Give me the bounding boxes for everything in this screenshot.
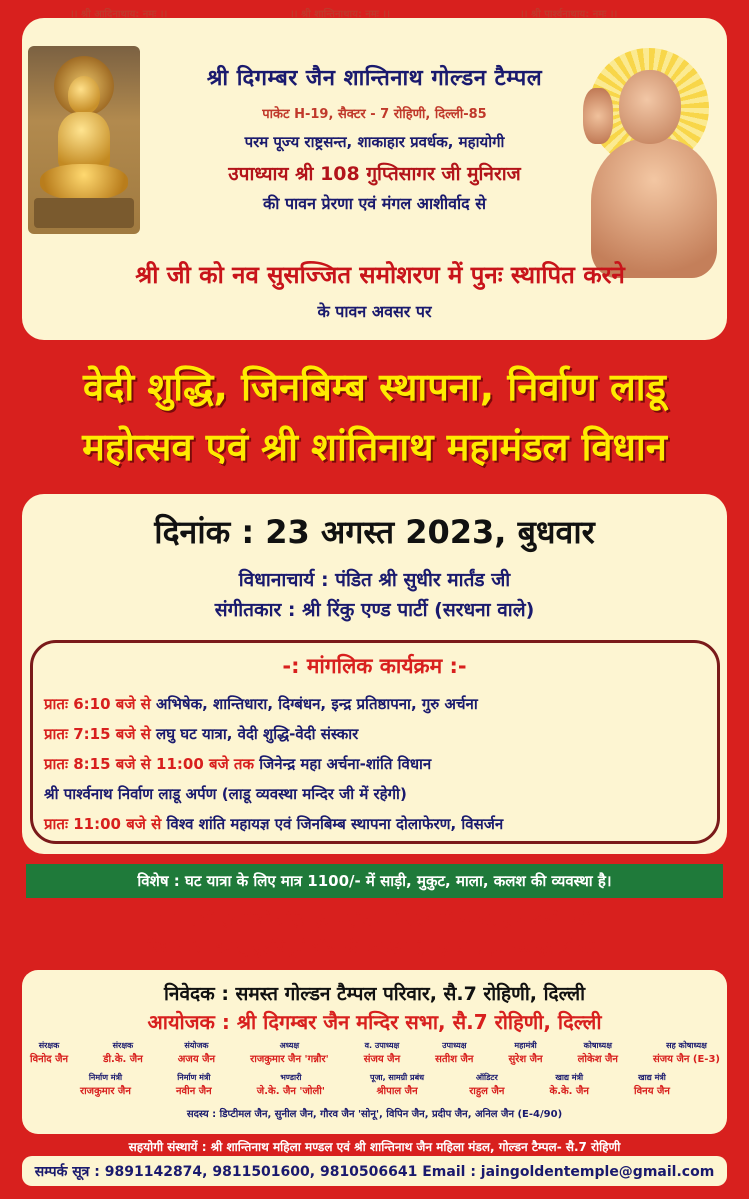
program-desc: लघु घट यात्रा, वेदी शुद्धि-वेदी संस्कार [156, 725, 359, 743]
event-title-line1: वेदी शुद्धि, जिनबिम्ब स्थापना, निर्वाण लाडू [83, 365, 666, 409]
member-name: विनोद जैन [30, 1054, 69, 1065]
member-name: राहुल जैन [469, 1086, 505, 1097]
program-time: प्रातः 11:00 बजे से [44, 815, 162, 833]
member-role: खाद्य मंत्री [555, 1073, 584, 1082]
committee-member [550, 1072, 589, 1097]
program-title: -: मांगलिक कार्यक्रम :- [282, 654, 467, 678]
committee-member [509, 1040, 543, 1065]
sangeetkar: संगीतकार : श्री रिंकु एण्ड पार्टी (सरधना वाले) [214, 599, 535, 621]
committee-member [103, 1040, 143, 1065]
committee-member [176, 1072, 212, 1097]
program-time: प्रातः 7:15 बजे से [44, 725, 151, 743]
supporting-organizations: सहयोगी संस्थायें : श्री शान्तिनाथ महिला मण्डल एवं श्री शान्तिनाथ जैन महिला मंडल, गोल्डन टैम्पल- सै.7 रोहिणी [128, 1140, 621, 1154]
vidhanacharya: विधानाचार्य : पंडित श्री सुधीर मार्तंड जी [238, 569, 511, 591]
program-item [44, 694, 724, 714]
committee-member [653, 1040, 720, 1065]
member-name: जे.के. जैन 'जोली' [256, 1086, 325, 1097]
program-time: प्रातः 8:15 बजे से 11:00 बजे तक [44, 755, 254, 773]
member-name: डी.के. जैन [103, 1054, 143, 1065]
member-name: लोकेश जैन [577, 1054, 618, 1065]
members-list: सदस्य : डिप्टीमल जैन, सुनील जैन, गौरव जैन 'सोनू', विपिन जैन, प्रदीप जैन, अनिल जैन (E-4/90) [186, 1109, 563, 1120]
mantra-parshvanath: ।। श्री पार्श्वनाथाय: नमः ।। [520, 9, 618, 20]
occasion-line: श्री जी को नव सुसज्जित समोशरण में पुनः स्थापित करने [135, 261, 625, 289]
program-time: प्रातः 6:10 बजे से [44, 695, 151, 713]
committee-row-2 [80, 1072, 670, 1097]
appeal-line2: विधान के पश्चात् सुरुचिपूर्ण भोज की व्यवस्था है, कृपया ग्रहण कर कृतार्थ करें। [146, 938, 603, 957]
member-role: निर्माण मंत्री [177, 1073, 211, 1082]
committee-member [578, 1040, 618, 1065]
program-item [44, 724, 724, 744]
ayojak-line: आयोजक : श्री दिगम्बर जैन मन्दिर सभा, सै.7 रोहिणी, दिल्ली [147, 1010, 602, 1034]
member-name: श्रीपाल जैन [376, 1086, 418, 1097]
program-desc: अभिषेक, शान्तिधारा, दिग्बंधन, इन्द्र प्रतिष्ठापना, गुरु अर्चना [156, 695, 478, 713]
member-role: संरक्षक [38, 1041, 60, 1050]
program-desc: श्री पार्श्वनाथ निर्वाण लाडू अर्पण (लाडू व्यवस्था मन्दिर जी में रहेगी) [44, 785, 407, 803]
member-name: संजय जैन [363, 1054, 401, 1065]
member-name: विनय जैन [634, 1086, 670, 1097]
member-name: सतीश जैन [435, 1054, 474, 1065]
program-desc: विश्व शांति महायज्ञ एवं जिनबिम्ब स्थापना दोलाफेरण, विसर्जन [166, 815, 504, 833]
event-title-line2: महोत्सव एवं श्री शांतिनाथ महामंडल विधान [82, 425, 667, 469]
honorific-line: परम पूज्य राष्ट्रसन्त, शाकाहार प्रवर्धक, महायोगी [244, 133, 505, 151]
temple-address: पाकेट H-19, सैक्टर - 7 रोहिणी, दिल्ली-85 [262, 107, 487, 122]
muniraj-name: उपाध्याय श्री 108 गुप्तिसागर जी मुनिराज [228, 163, 521, 185]
member-role: खाद्य मंत्री [638, 1073, 666, 1082]
mantra-adinath: ।। श्री आदिनाथाय: नमः ।। [70, 9, 168, 20]
member-role: भण्डारी [280, 1073, 302, 1082]
appeal-line1: आप सभी इष्ट मित्रों सहित इस महोत्सव में सहभागी बनकर पुण्य अर्जन करें [158, 910, 591, 929]
program-item [44, 814, 724, 834]
member-name: राजकुमार जैन [80, 1086, 131, 1097]
mantra-shantinath: ।। श्री शान्तिनाथाय: नमः ।। [290, 9, 390, 20]
committee-member [370, 1072, 424, 1097]
program-item [44, 754, 724, 774]
member-role: सह कोषाध्यक्ष [666, 1041, 707, 1050]
member-name: राजकुमार जैन 'गन्नौर' [250, 1054, 329, 1065]
committee-member [364, 1040, 400, 1065]
member-name: नवीन जैन [176, 1086, 212, 1097]
committee-member [257, 1072, 325, 1097]
member-role: महामंत्री [514, 1041, 537, 1050]
member-role: कोषाध्यक्ष [583, 1041, 612, 1050]
committee-row-1 [30, 1040, 720, 1065]
contact-info: सम्पर्क सूत्र : 9891142874, 9811501600, 9810506641 Email : jaingoldentemple@gmail.com [34, 1164, 715, 1180]
member-role: अध्यक्ष [279, 1041, 300, 1050]
committee-member [634, 1072, 670, 1097]
member-name: संजय जैन (E-3) [652, 1054, 720, 1065]
member-role: निर्माण मंत्री [88, 1073, 123, 1082]
member-role: संरक्षक [112, 1041, 134, 1050]
member-name: सुरेश जैन [508, 1054, 543, 1065]
program-item [44, 784, 724, 804]
member-role: ऑडिटर [475, 1073, 498, 1082]
member-role: व. उपाध्यक्ष [364, 1041, 400, 1050]
member-role: संयोजक [184, 1041, 209, 1050]
nivedak-line: निवेदक : समस्त गोल्डन टैम्पल परिवार, सै.7 रोहिणी, दिल्ली [164, 983, 585, 1005]
blessing-line: की पावन प्रेरणा एवं मंगल आशीर्वाद से [262, 194, 487, 213]
occasion-suffix: के पावन अवसर पर [317, 302, 432, 321]
temple-title: श्री दिगम्बर जैन शान्तिनाथ गोल्डन टैम्पल [206, 66, 543, 91]
special-note-banner: विशेष : घट यात्रा के लिए मात्र 1100/- में साड़ी, मुकुट, माला, कलश की व्यवस्था है। [26, 864, 723, 898]
committee-member [469, 1072, 504, 1097]
committee-member [250, 1040, 329, 1065]
committee-member [80, 1072, 131, 1097]
event-date: दिनांक : 23 अगस्त 2023, बुधवार [154, 513, 595, 551]
committee-member [435, 1040, 473, 1065]
committee-member [30, 1040, 68, 1065]
committee-member [178, 1040, 215, 1065]
member-name: के.के. जैन [549, 1086, 589, 1097]
member-role: उपाध्यक्ष [442, 1041, 467, 1050]
program-desc: जिनेन्द्र महा अर्चना-शांति विधान [259, 755, 432, 773]
member-name: अजय जैन [177, 1054, 216, 1065]
member-role: पूजा, सामग्री प्रबंध [370, 1073, 425, 1082]
